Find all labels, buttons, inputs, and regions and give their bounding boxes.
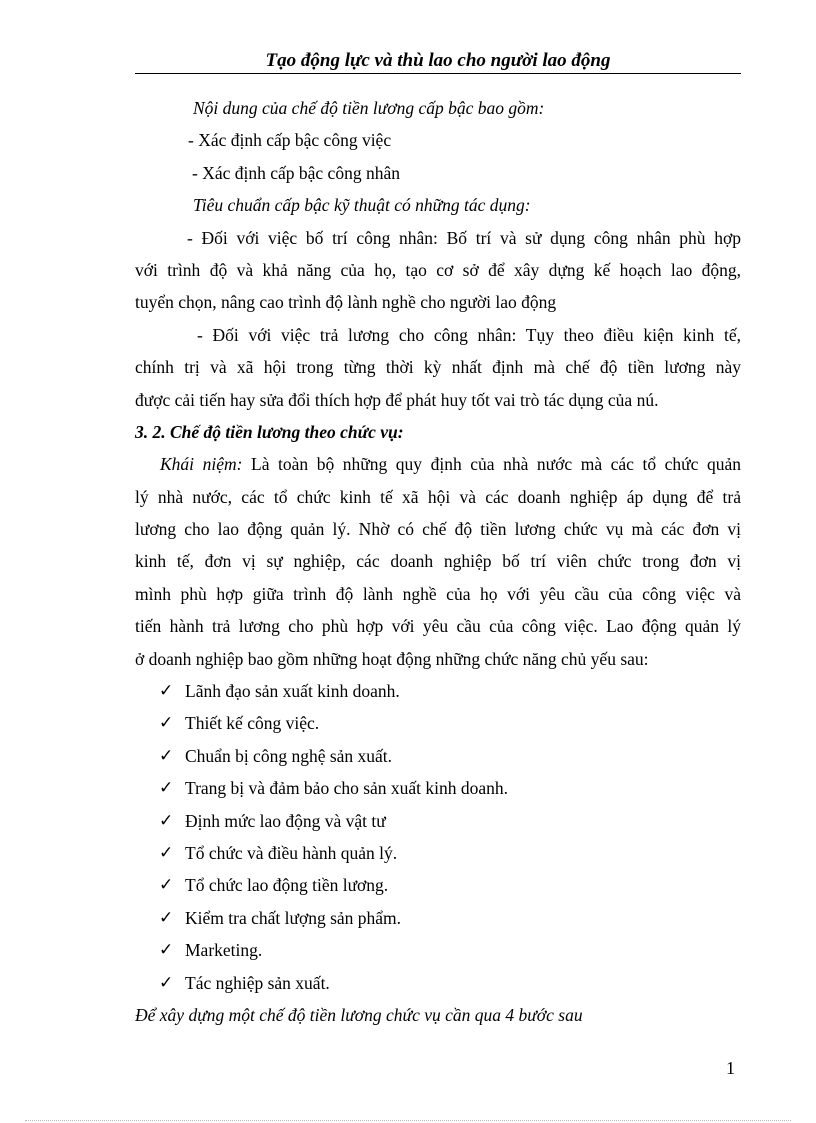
paragraph-line: ở doanh nghiệp bao gồm những hoạt động những chức năng chủ yếu sau: xyxy=(135,648,649,669)
checklist-item-label: Chuẩn bị công nghệ sản xuất. xyxy=(185,745,393,766)
check-icon: ✓ xyxy=(159,681,174,701)
paragraph-line: với trình độ và khả năng của họ, tạo cơ sở để xây dựng kế hoạch lao động, xyxy=(135,259,741,280)
checklist-item xyxy=(135,869,741,901)
check-icon: ✓ xyxy=(159,810,174,830)
check-icon: ✓ xyxy=(159,907,174,927)
paragraph-line: chính trị và xã hội trong từng thời kỳ nhất định mà chế độ tiền lương này xyxy=(135,357,741,378)
section-heading: 3. 2. Chế độ tiền lương theo chức vụ: xyxy=(135,421,404,442)
checklist-item-label: Tác nghiệp sản xuất. xyxy=(185,972,330,993)
paragraph-line: lý nhà nước, các tổ chức kinh tế xã hội và các doanh nghiệp áp dụng để trả xyxy=(135,486,741,507)
definition-label: Khái niệm: xyxy=(160,454,243,475)
checklist-item xyxy=(135,740,741,772)
checklist-item xyxy=(135,967,741,999)
list-item-worker-grade: - Xác định cấp bậc công nhân xyxy=(192,162,400,183)
paragraph-line xyxy=(135,448,741,480)
paragraph-line: được cải tiến hay sửa đổi thích hợp để phát huy tốt vai trò tác dụng của nú. xyxy=(135,389,659,410)
check-icon: ✓ xyxy=(159,875,174,895)
list-item-job-grade: - Xác định cấp bậc công việc xyxy=(188,130,392,151)
paragraph-line: kinh tế, đơn vị sự nghiệp, các doanh nghiệp bố trí viên chức trong đơn vị xyxy=(135,551,741,572)
checklist-item-label: Trang bị và đảm bảo cho sản xuất kinh doanh. xyxy=(185,778,509,799)
checklist-item-label: Tổ chức lao động tiền lương. xyxy=(185,875,389,896)
checklist-item xyxy=(135,934,741,966)
paragraph-line: - Đối với việc bố trí công nhân: Bố trí và sử dụng công nhân phù hợp xyxy=(187,227,741,248)
page-number: 1 xyxy=(726,1058,735,1078)
document-body xyxy=(135,92,741,1031)
checklist-item-label: Định mức lao động và vật tư xyxy=(185,810,386,831)
checklist-item-label: Thiết kế công việc. xyxy=(185,713,320,734)
checklist-item-label: Kiểm tra chất lượng sản phẩm. xyxy=(185,907,402,928)
check-icon: ✓ xyxy=(159,745,174,765)
checklist-item xyxy=(135,772,741,804)
checklist-item-label: Marketing. xyxy=(185,940,263,961)
paragraph-content-intro: Nội dung của chế độ tiền lương cấp bậc bao gồm: xyxy=(193,98,545,118)
closing-paragraph: Để xây dựng một chế độ tiền lương chức vụ cần qua 4 bước sau xyxy=(135,1004,583,1025)
paragraph-line: mình phù hợp giữa trình độ lành nghề của họ với yêu cầu của công việc và xyxy=(135,583,741,604)
check-icon: ✓ xyxy=(159,940,174,960)
header-divider xyxy=(135,73,741,74)
check-icon: ✓ xyxy=(159,778,174,798)
checklist-item xyxy=(135,902,741,934)
checklist-item xyxy=(135,675,741,707)
definition-text: Là toàn bộ những quy định của nhà nước mà các tổ chức quản xyxy=(251,454,741,475)
check-icon: ✓ xyxy=(159,972,174,992)
paragraph-standards-intro: Tiêu chuẩn cấp bậc kỹ thuật có những tác dụng: xyxy=(193,195,531,216)
checklist-item xyxy=(135,805,741,837)
checklist-item xyxy=(135,837,741,869)
paragraph-line: - Đối với việc trả lương cho công nhân: Tụy theo điều kiện kinh tế, xyxy=(197,324,741,345)
paragraph-line: lương cho lao động quản lý. Nhờ có chế độ tiền lương chức vụ mà các đơn vị xyxy=(135,519,741,540)
checklist-item-label: Tổ chức và điều hành quản lý. xyxy=(185,842,398,863)
paragraph-line: tiến hành trả lương cho phù hợp với yêu cầu của công việc. Lao động quản lý xyxy=(135,616,741,637)
checklist-item-label: Lãnh đạo sản xuất kinh doanh. xyxy=(185,681,400,702)
check-icon: ✓ xyxy=(159,842,174,862)
paragraph-line: tuyển chọn, nâng cao trình độ lành nghề cho người lao động xyxy=(135,292,557,313)
check-icon: ✓ xyxy=(159,713,174,733)
page-header-title: Tạo động lực và thù lao cho người lao động xyxy=(265,50,611,71)
checklist-item xyxy=(135,707,741,739)
page-bottom-divider xyxy=(25,1120,791,1121)
